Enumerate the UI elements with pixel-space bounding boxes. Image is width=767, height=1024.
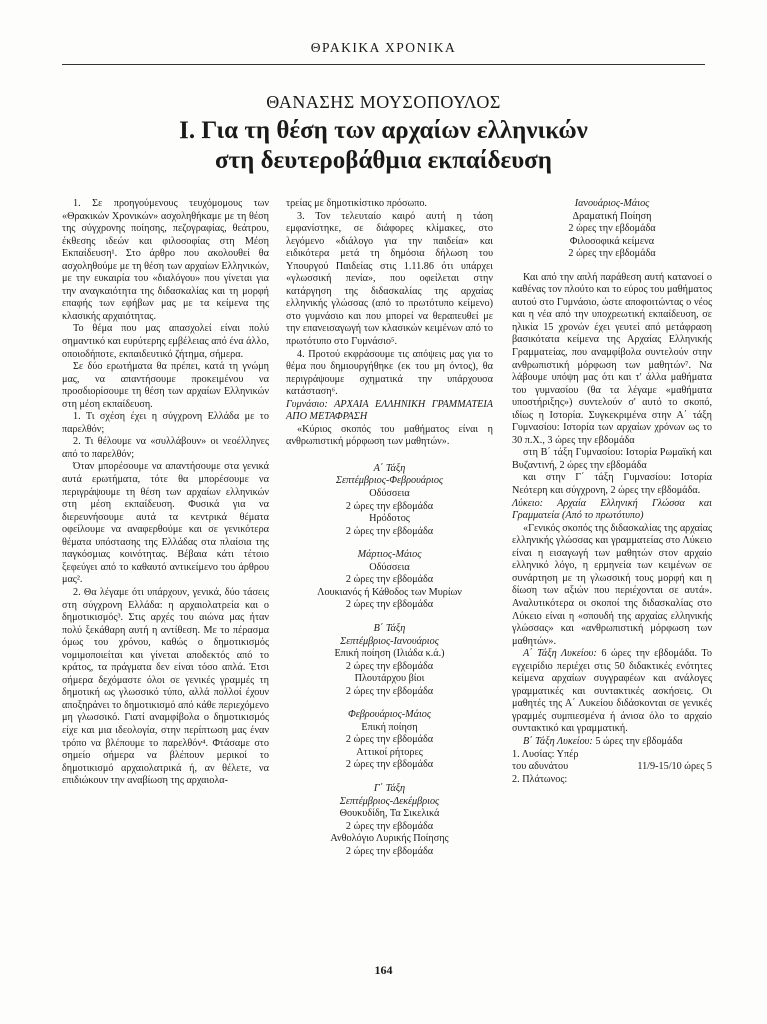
paragraph: 2. Τι θέλουμε να «συλλάβουν» οι νεοέλληνες από το παρελθόν;: [62, 436, 269, 460]
paragraph: «Γενικός σκοπός της διδασκαλίας της αρχαίας ελληνικής γλώσσας και γραμματείας στο Λύκειο είναι η εισαγωγή των μαθητών στον αρχαίο ελληνικό λόγο, η ερμηνεία των κειμένων σε συνάρτηση με τη γλωσσική τους μορφή και η δίωση των αξιών που περιέχονται σε αυτά». Αναλυτικότερα οι σκοποί της διδασκαλίας στο Λύκειο είναι η «σπουδή της αρχαίας ελληνικής γλώσσας» και «ανθρωπιστική μόρφωση των μαθητών».: [512, 522, 712, 647]
gymnasium-heading: Γυμνάσιο: ΑΡΧΑΙΑ ΕΛΛΗΝΙΚΗ ΓΡΑΜΜΑΤΕΙΑ ΑΠΟ ΜΕΤΑΦΡΑΣΗ: [286, 398, 493, 423]
schedule-line: 2 ώρες την εβδομάδα: [568, 248, 656, 260]
schedule-period: Σεπτέμβριος-Δεκέμβριος: [339, 795, 440, 807]
schedule-line: 2 ώρες την εβδομάδα: [345, 820, 434, 832]
schedule-line: Πλουτάρχου βίοι: [354, 673, 425, 685]
column-2: [286, 198, 493, 858]
paragraph: 4. Προτού εκφράσουμε τις απόψεις μας για το θέμα που δημιουργήθηκε (εκ του μη όντος), θα περιγράψουμε σχηματικά την υπάρχουσα κατάσταση⁶.: [286, 348, 493, 398]
paragraph: 1. Τι σχέση έχει η σύγχρονη Ελλάδα με το παρελθόν;: [62, 411, 269, 435]
schedule-line: Φιλοσοφικά κείμενα: [569, 235, 655, 247]
schedule-line: 2 ώρες την εβδομάδα: [345, 525, 434, 537]
list-item: 1. Λυσίας: Υπέρ: [512, 748, 579, 760]
schedule-line: 2 ώρες την εβδομάδα: [345, 500, 434, 512]
running-head: ΘΡΑΚΙΚΑ ΧΡΟΝΙΚΑ: [310, 40, 457, 55]
schedule-line: 2 ώρες την εβδομάδα: [345, 660, 434, 672]
schedule-line: Θουκυδίδη, Τα Σικελικά: [339, 808, 440, 820]
schedule-class: Γ΄ Τάξη: [373, 782, 406, 794]
paragraph: 3. Τον τελευταίο καιρό αυτή η τάση εμφανίστηκε, σε διάφορες κλίμακες, στο λεγόμενο «διάλογο για την παιδεία» και ειδικότερα μετά τη δημόσια δήλωση του Υπουργού Παιδείας στις 1.11.86 ότι υπάρχει «γλωσσική πενία», που οφείλεται στην κατάργηση της διδασκαλίας της αρχαίας ελληνικής γλώσσας (από το πρωτότυπο κείμενο) στο γυμνάσιο και που μπορεί να θεραπευθεί με την επανεισαγωγή των κλασικών κειμένων από το πρωτότυπο στο Γυμνάσιο⁵.: [286, 210, 493, 348]
schedule-line: Δραματική Ποίηση: [572, 210, 652, 222]
schedule-line: Επική ποίηση: [361, 721, 418, 733]
header-rule: [62, 64, 705, 65]
schedule-line: Αττικοί ρήτορες: [356, 746, 423, 758]
class-label: Β΄ Τάξη Λυκείου:: [523, 735, 593, 747]
paragraph: [512, 736, 712, 749]
schedule-period: Σεπτέμβριος-Ιανουάριος: [340, 635, 439, 647]
schedule-line: 2 ώρες την εβδομάδα: [345, 685, 434, 697]
schedule-class: Β΄ Τάξη: [373, 622, 406, 634]
class-label: Α΄ Τάξη Λυκείου:: [523, 648, 597, 660]
schedule-period: Σεπτέμβριος-Φεβρουάριος: [335, 475, 444, 487]
paragraph: Και από την απλή παράθεση αυτή κατανοεί ο καθένας τον πλούτο και το εύρος του μαθήματος αυτού στο Γυμνάσιο, ώστε αποφοιτώντας ο νέος και η νέα από την υποχρεωτική εκπαίδευση, σε ηλικία 15 χρονών έχει γευτεί από μετάφραση βασικότατα κείμενα της Αρχαίας Ελληνικής Γραμματείας, που αναμφίβολα συντελούν στην ανθρωπιστική μόρφωση των μαθητών⁷. Να λάβουμε υπόψη μας ότι και τ' άλλα μαθήματα του γυμνασίου (θα τα λέγαμε «μαθήματα υποστήριξης») συντελούν σ' αυτό το σκοπό, ιδίως η Ιστορία. Συγκεκριμένα στην Α΄ τάξη Γυμνασίου: Ιστορία των αρχαίων χρόνων ως το 30 π.Χ., 3 ώρες την εβδομάδα: [512, 271, 712, 446]
paragraph-text: 5 ώρες την εβδομάδα: [592, 735, 683, 747]
paragraph: στη Β΄ τάξη Γυμνασίου: Ιστορία Ρωμαϊκή και Βυζαντινή, 2 ώρες την εβδομάδα: [512, 447, 712, 471]
schedule-line: Ηρόδοτος: [369, 513, 410, 525]
article-author: ΘΑΝΑΣΗΣ ΜΟΥΣΟΠΟΥΛΟΣ: [266, 92, 501, 112]
paragraph-text: 6 ώρες την εβδομάδα. Το εγχειρίδιο περιέχει στις 50 διδακτικές ενότητες κείμενα αρχαίων συγγραφέων και ανάλογες γραμματικές και συντακτικές ασκήσεις. Οι μαθητές της Α΄ Λυκείου διδάσκονται σε γενικές γραμμές συμπιεσμένα ή άνισα όλο το αρχαίο συντακτικό και γραμματική.: [512, 648, 712, 735]
schedule-line: 2 ώρες την εβδομάδα: [345, 759, 434, 771]
schedule-line: Λουκιανός ή Κάθοδος των Μυρίων: [317, 586, 462, 598]
schedule-period: Ιανουάριος-Μάιος: [574, 198, 650, 209]
schedule-line: 2 ώρες την εβδομάδα: [345, 574, 434, 586]
schedule-line: 2 ώρες την εβδομάδα: [345, 734, 434, 746]
page-number: 164: [374, 963, 393, 977]
schedule-period: Μάρτιος-Μάιος: [357, 549, 422, 561]
schedule-line: Οδύσσεια: [369, 561, 410, 573]
paragraph: [512, 648, 712, 736]
article-title: [0, 116, 767, 176]
schedule-line: 2 ώρες την εβδομάδα: [345, 845, 434, 857]
paragraph: Σε δύο ερωτήματα θα πρέπει, κατά τη γνώμη μας, να απαντήσουμε προκειμένου να προσδιορίσουμε τη θέση των αρχαίων Ελληνικών στη μέση εκπαίδευση.: [62, 361, 269, 410]
title-line-2: στη δευτεροβάθμια εκπαίδευση: [215, 147, 552, 174]
schedule-line: Ανθολόγιο Λυρικής Ποίησης: [330, 833, 449, 845]
schedule-line: 2 ώρες την εβδομάδα: [568, 223, 656, 235]
paragraph: και στην Γ΄ τάξη Γυμνασίου: Ιστορία Νεότερη και σύγχρονη, 2 ώρες την εβδομάδα.: [512, 472, 712, 497]
paragraph: 2. Θα λέγαμε ότι υπάρχουν, γενικά, δύο τάσεις στη σύγχρονη Ελλάδα: η αρχαιολατρεία και ο δημοτικισμός³. Στις αρχές του αιώνα μας ήταν πολύ ξεκάθαρη αυτή η αντίθεση. Με το πέρασμα όμως του χρόνου, καθώς ο δημοτικισμός νομιμοποιείται και γίνεται αποδεκτός από το κράτος, τα πράγματα δεν είναι τόσο απλά. Έτσι σήμερα δεχόμαστε όλοι σε γενικές γραμμές τη δημοτική ως γλωσσικό τύπο, αλλά πολλοί έχουν αποξηράνει το δημοτικισμό από κάθε περιεχόμενο μη γλωσσικό. Γιατί αναμφίβολα ο δημοτικισμός είχε και μια ιδεολογία, στην περίπτωση μας έναν τρόπο να βλέπουμε το παρελθόν⁴. Φτάσαμε στο σημείο σήμερα να βλέπουν μερικοί το δημοτικισμό αρχαιολατρικά ή, αν θέλετε, να επιδιώκουν την αναβίωση της αρχαιολα-: [62, 586, 269, 787]
schedule-period: Φεβρουάριος-Μάιος: [347, 709, 432, 721]
paragraph: Το θέμα που μας απασχολεί είναι πολύ σημαντικό και ευρύτερης εμβέλειας από ένα άλλο, οποιοδήποτε, εκπαιδευτικό ζήτημα, σήμερα.: [62, 323, 269, 360]
list-item: 2. Πλάτωνος:: [512, 773, 568, 785]
paragraph: 1. Σε προηγούμενους τευχόμομους των «Θρακικών Χρονικών» ασχοληθήκαμε με τη θέση της σύγχρονης ποίησης, πεζογραφίας, θεάτρου, έκθεσης ιδεών και φιλοσοφίας στη Μέση Εκπαίδευση¹. Στο άρθρο που ακολουθεί θα ασχοληθούμε με τη θέση των αρχαίων Ελληνικών, με την ευκαιρία του «διαλόγου» που γίνεται για την αναγκαιότητα της διδασκαλίας και τη μορφή επαφής των εφήβων μας με τα κείμενα της κλασικής αρχαιότητας.: [62, 198, 269, 322]
column-3: [512, 198, 712, 786]
lyceum-heading: Λύκειο: Αρχαία Ελληνική Γλώσσα και Γραμματεία (Από το πρωτότυπο): [512, 497, 712, 522]
schedule-line: Οδύσσεια: [369, 488, 410, 500]
schedule-line: Επική ποίηση (Ιλιάδα κ.ά.): [334, 648, 445, 660]
paragraph: Όταν μπορέσουμε να απαντήσουμε στα γενικά αυτά ερωτήματα, τότε θα μπορέσουμε να περιγράψουμε τη θέση των αρχαίων ελληνικών στη μέση εκπαίδευση. Φυσικά για να διερευνήσουμε αυτά τα κεντρικά θέματα οφείλουμε να αναφερθούμε και σε γενικότερα θέματα υπόστασης της Ελλάδας στα πλαίσια της παγκόσμιας κοινότητας. Βέβαια κάτι τέτοιο ξεφεύγει από το καθαυτό αντικείμενο του άρθρου μας².: [62, 461, 269, 586]
paragraph: «Κύριος σκοπός του μαθήματος είναι η ανθρωπιστική μόρφωση των μαθητών».: [286, 423, 493, 448]
list-item-row: [512, 761, 712, 774]
schedule-class: Α΄ Τάξη: [373, 462, 406, 474]
paragraph: τρείας με δημοτικίστικο πρόσωπο.: [286, 198, 427, 209]
schedule-line: 2 ώρες την εβδομάδα: [345, 599, 434, 611]
title-line-1: Ι. Για τη θέση των αρχαίων ελληνικών: [179, 117, 588, 144]
column-1: [62, 198, 269, 788]
list-item-text: του αδυνάτου: [512, 761, 569, 773]
list-item-dates: 11/9-15/10 ώρες 5: [637, 761, 712, 773]
